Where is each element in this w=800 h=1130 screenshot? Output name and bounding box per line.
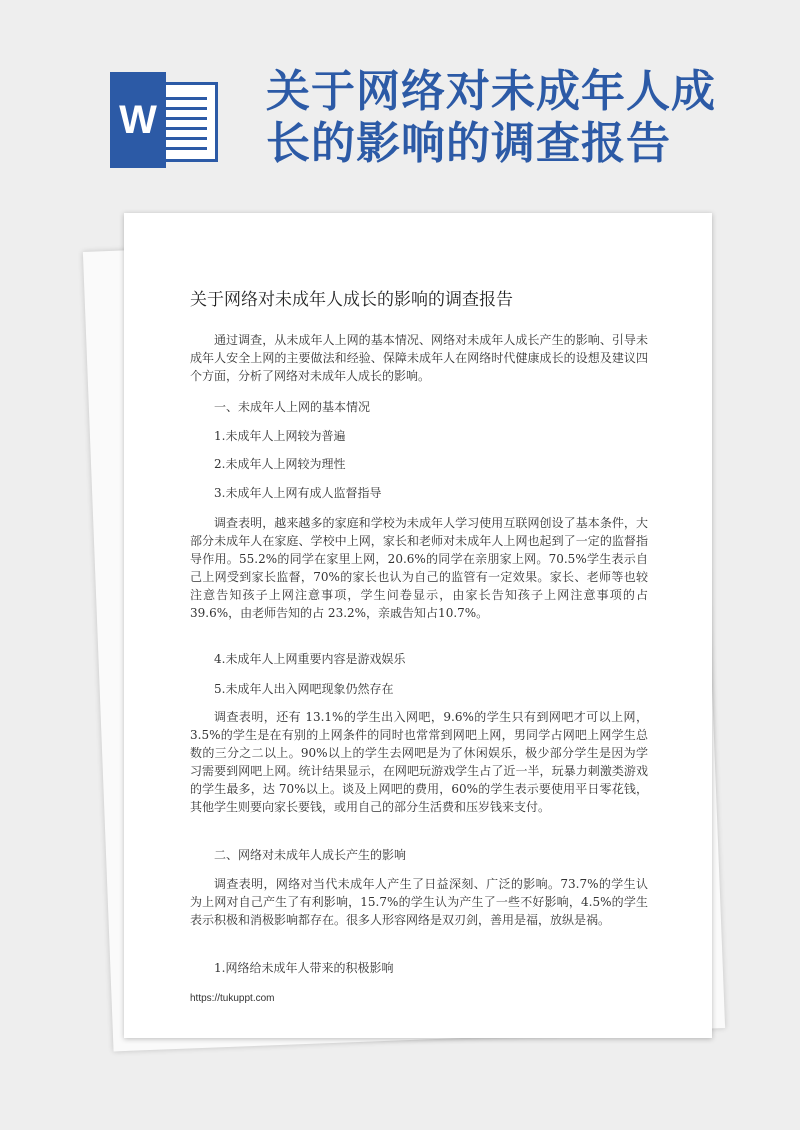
footer-url: https://tukuppt.com <box>190 993 275 1004</box>
banner <box>0 0 800 205</box>
sub-heading: 3.未成年人上网有成人监督指导 <box>214 486 382 500</box>
intro-paragraph: 通过调查，从未成年人上网的基本情况、网络对未成年人成长产生的影响、引导未成年人安全上网的主要做法和经验、保障未成年人在网络时代健康成长的设想及建议四个方面，分析了网络对未成年人成长的影响。 <box>190 333 648 383</box>
body-paragraph: 调查表明，越来越多的家庭和学校为未成年人学习使用互联网创设了基本条件，大部分未成年人在家庭、学校中上网，家长和老师对未成年人上网也起到了一定的监督指导作用。55.2%的同学在家里上网，20.6%的同学在亲朋家上网。70.5%学生表示自己上网受到家长监督，70%的家长也认为自己的监管有一定效果。家长、老师等也较注意告知孩子上网注意事项，学生问卷显示，由家长告知孩子上网注意事项的占 39.6%，由老师告知的占 23.2%，亲戚告知占10.7%。 <box>190 516 648 620</box>
sub-heading: 4.未成年人上网重要内容是游戏娱乐 <box>214 652 406 666</box>
body-paragraph: 调查表明，网络对当代未成年人产生了日益深刻、广泛的影响。73.7%的学生认为上网对自己产生了有利影响，15.7%的学生认为产生了一些不好影响，4.5%的学生表示积极和消极影响都存在。很多人形容网络是双刃剑，善用是福，放纵是祸。 <box>190 877 648 927</box>
sub-heading: 5.未成年人出入网吧现象仍然存在 <box>214 682 394 696</box>
sub-heading: 2.未成年人上网较为理性 <box>214 457 346 471</box>
word-logo-letter: W <box>110 72 166 168</box>
document-title: 关于网络对未成年人成长的影响的调查报告 <box>190 290 513 310</box>
document-page <box>124 213 712 1038</box>
banner-title: 关于网络对未成年人成长的影响的调查报告 <box>266 66 716 169</box>
sub-heading: 1.未成年人上网较为普遍 <box>214 429 346 443</box>
body-paragraph: 调查表明，还有 13.1%的学生出入网吧，9.6%的学生只有到网吧才可以上网，3.5%的学生是在有别的上网条件的同时也常常到网吧上网，男同学占网吧上网学生总数的三分之二以上。90%以上的学生去网吧是为了休闲娱乐，极少部分学生是因为学习需要到网吧上网。统计结果显示，在网吧玩游戏学生占了近一半，玩暴力刺激类游戏的学生最多，达 70%以上。谈及上网吧的费用，60%的学生表示要使用平日零花钱，其他学生则要向家长要钱，或用自己的部分生活费和压岁钱来支付。 <box>190 710 648 814</box>
word-icon <box>110 72 222 168</box>
section-heading: 一、未成年人上网的基本情况 <box>214 400 371 414</box>
section-heading: 二、网络对未成年人成长产生的影响 <box>214 848 407 862</box>
sub-heading: 1.网络给未成年人带来的积极影响 <box>214 961 394 975</box>
